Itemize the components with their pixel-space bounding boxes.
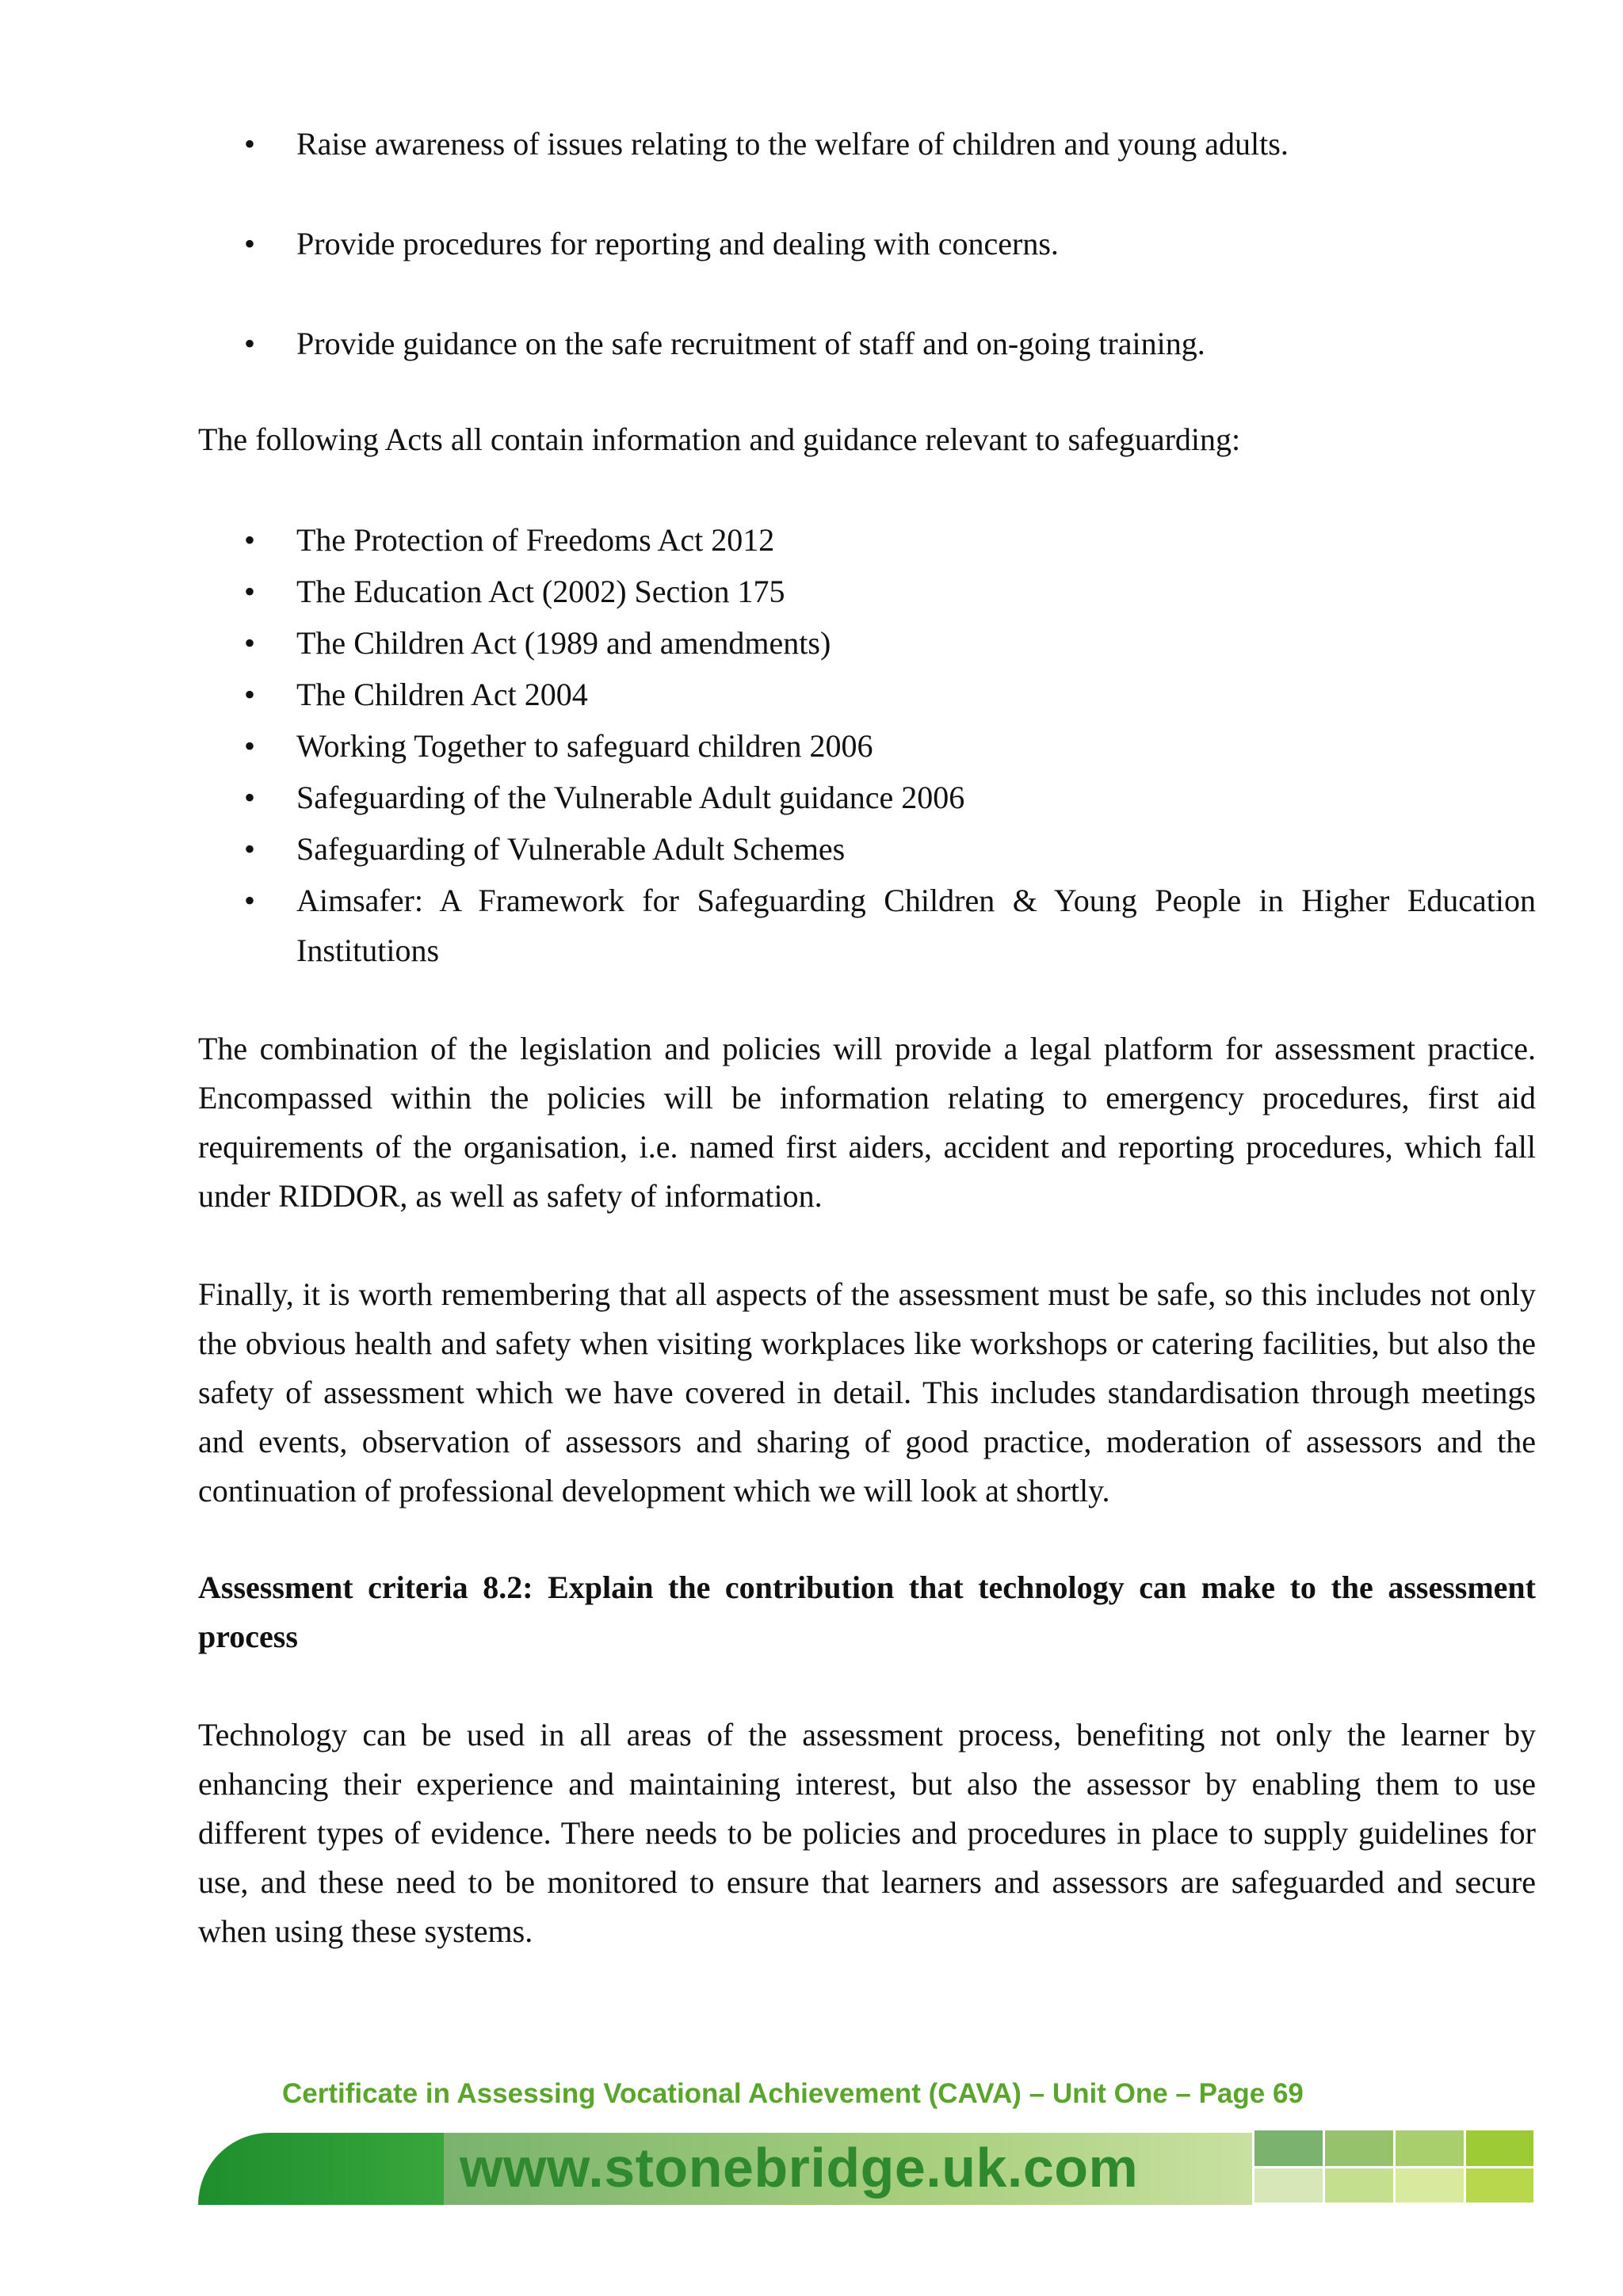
finally-paragraph: Finally, it is worth remembering that all aspects of the assessment must be safe, so this includes not only the obvious health and safety when visiting workplaces like workshops or catering facilities, but also the safety of assessment which we have covered in detail. This includes standardisation through meetings and events, observation of assessors and sharing of good practice, moderation of assessors and the continuation of professional development which we will look at shortly.	[198, 1276, 1536, 1508]
list-item: • Provide guidance on the safe recruitment of staff and on-going training.	[198, 318, 1536, 368]
combination-paragraph: The combination of the legislation and policies will provide a legal platform for assessment practice. Encompassed within the policies will be information relating to emergency procedures, first aid requirements of the organisation, i.e. named first aiders, accident and reporting procedures, which fall under RIDDOR, as well as safety of information.	[198, 1031, 1536, 1214]
list-item: • Safeguarding of Vulnerable Adult Schemes	[198, 824, 1536, 874]
banner-swoosh	[198, 2133, 460, 2205]
footer-banner	[198, 2128, 1536, 2205]
technology-paragraph: Technology can be used in all areas of the assessment process, benefiting not only the learner by enhancing their experience and maintaining interest, but also the assessor by enabling them to use different types of evidence. There needs to be policies and procedures in place to supply guidelines for use, and these need to be monitored to ensure that learners and assessors are safeguarded and secure when using these systems.	[198, 1717, 1536, 1949]
list-item: • The Education Act (2002) Section 175	[198, 566, 1536, 616]
list-item: • Aimsafer: A Framework for Safeguarding Children & Young People in Higher Education Institutions	[198, 875, 1536, 975]
footer-title: Certificate in Assessing Vocational Achievement (CAVA) – Unit One – Page 69	[282, 2078, 1304, 2109]
list-item: • Safeguarding of the Vulnerable Adult guidance 2006	[198, 772, 1536, 822]
section-heading: Assessment criteria 8.2: Explain the contribution that technology can make to the assessment process	[198, 1569, 1536, 1654]
list-item: • The Children Act 2004	[198, 669, 1536, 719]
list-item: • The Children Act (1989 and amendments)	[198, 618, 1536, 668]
list-item: • Provide procedures for reporting and dealing with concerns.	[198, 219, 1536, 269]
banner-grid	[1252, 2128, 1536, 2205]
acts-intro: The following Acts all contain information and guidance relevant to safeguarding:	[198, 421, 1241, 457]
list-item: • The Protection of Freedoms Act 2012	[198, 515, 1536, 565]
list-item: • Working Together to safeguard children 2006	[198, 721, 1536, 771]
website-link[interactable]: www.stonebridge.uk.com	[460, 2137, 1139, 2199]
list-item: • Raise awareness of issues relating to the welfare of children and young adults.	[198, 119, 1536, 169]
